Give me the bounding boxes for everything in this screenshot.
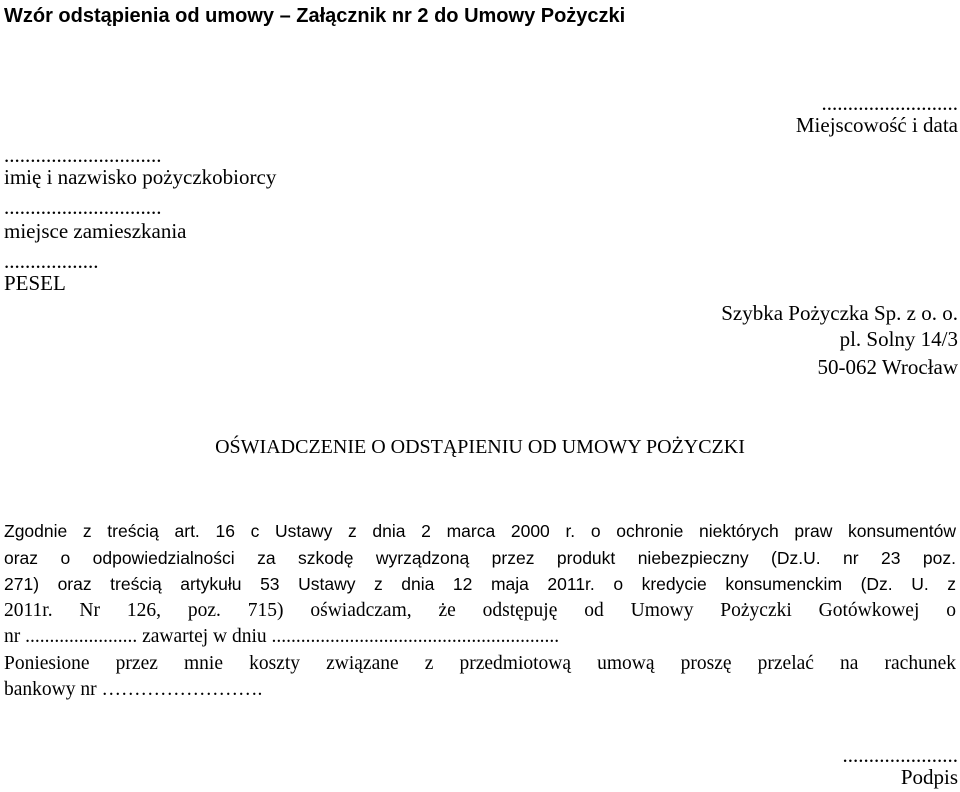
statement-line: 271) oraz treścią artykułu 53 Ustawy z dnia 12 maja 2011r. o kredycie konsumenckim (Dz. U. z [4,574,956,594]
statement-line: oraz o odpowiedzialności za szkodę wyrządzoną przez produkt niebezpieczny (Dz.U. nr 23 poz. [4,547,956,568]
statement-heading: OŚWIADCZENIE O ODSTĄPIENIU OD UMOWY POŻYCZKI [215,436,745,458]
borrower-name-dots: .............................. [4,143,162,167]
borrower-pesel-label: PESEL [4,271,66,295]
place-date-dots: .......................... [821,91,958,115]
statement-line: Poniesione przez mnie koszty związane z przedmiotową umową proszę przelać na rachunek [4,652,956,674]
document-title: Wzór odstąpienia od umowy – Załącznik nr 2 do Umowy Pożyczki [4,5,626,27]
statement-body [4,518,956,704]
signature-dots: ...................... [842,743,958,767]
statement-line: 2011r. Nr 126, poz. 715) oświadczam, że odstępuję od Umowy Pożyczki Gotówkowej o [4,599,956,621]
signature-label: Podpis [900,765,958,789]
borrower-name-label: imię i nazwisko pożyczkobiorcy [4,165,277,189]
lender-city: 50-062 Wrocław [817,355,958,379]
borrower-pesel-dots: .................. [4,249,99,273]
lender-street: pl. Solny 14/3 [839,327,958,351]
place-date-label: Miejscowość i data [795,113,958,137]
statement-line: nr ....................... zawartej w dniu ........................................................... [4,626,560,647]
borrower-address-dots: .............................. [4,195,162,219]
statement-line: Zgodnie z treścią art. 16 c Ustawy z dnia 2 marca 2000 r. o ochronie niektórych praw konsumentów [4,521,956,541]
statement-line: bankowy nr ……………………. [4,679,263,700]
borrower-address-label: miejsce zamieszkania [4,219,187,243]
lender-company: Szybka Pożyczka Sp. z o. o. [721,301,958,325]
